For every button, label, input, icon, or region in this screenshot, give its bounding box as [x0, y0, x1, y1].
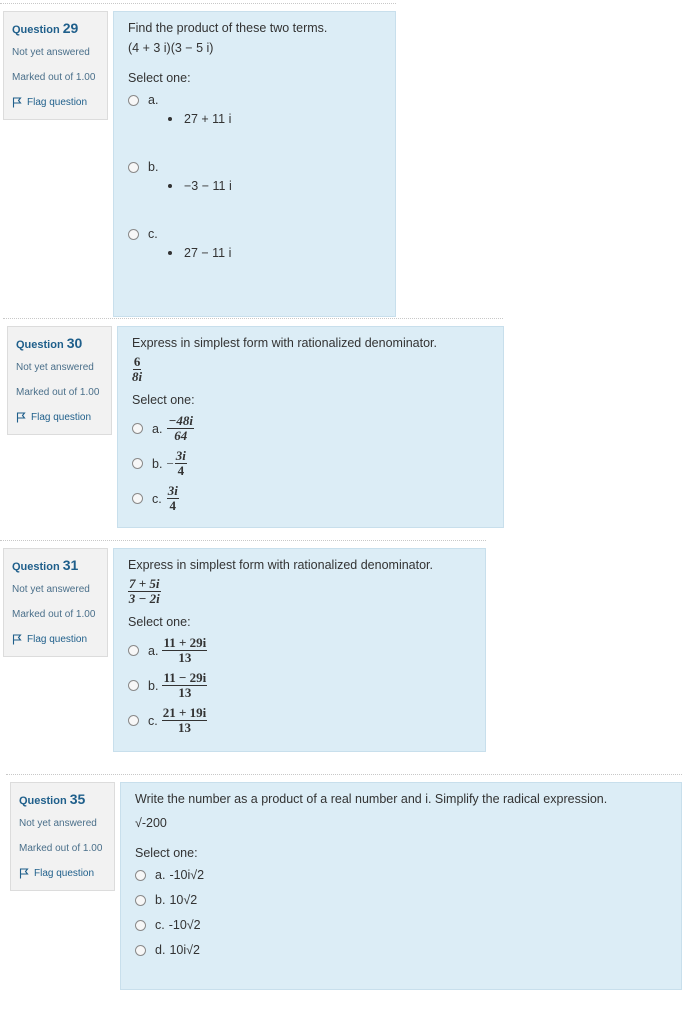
option-value: 10√2: [169, 893, 198, 907]
answer-option-d[interactable]: [135, 943, 681, 957]
fraction-numerator: 11 − 29i: [163, 670, 207, 685]
fraction-denominator: 13: [178, 685, 192, 700]
fraction-denominator: 13: [178, 720, 191, 735]
question-text: Express in simplest form with rationalized denominator.: [132, 336, 437, 350]
question-info-29: [3, 11, 108, 120]
question-marks: Marked out of 1.00: [19, 843, 103, 854]
flag-question-label: Flag question: [27, 634, 88, 645]
separator: [3, 318, 503, 319]
fraction-numerator: 3i: [175, 448, 186, 463]
answer-option-a[interactable]: [128, 93, 395, 126]
fraction: [167, 485, 179, 512]
option-value: 10i√2: [169, 943, 200, 957]
answer-option-c[interactable]: [128, 227, 395, 260]
radio-button[interactable]: [135, 870, 146, 881]
fraction: [162, 707, 208, 734]
radio-button[interactable]: [128, 715, 139, 726]
option-letter: c.: [148, 227, 158, 241]
option-letter: b.: [155, 893, 166, 907]
fraction-denominator: 4: [177, 463, 185, 478]
fraction-denominator: 64: [174, 428, 188, 443]
fraction: [132, 356, 142, 383]
option-letter: a.: [155, 868, 166, 882]
question-number-value: 35: [69, 791, 86, 807]
separator: [0, 540, 486, 541]
question-info-30: [7, 326, 112, 435]
answer-option-a[interactable]: [128, 637, 485, 664]
fraction-numerator: 21 + 19i: [162, 705, 207, 720]
question-label: Question: [12, 561, 60, 573]
option-letter: c.: [152, 491, 162, 506]
fraction: [167, 415, 194, 442]
question-content-31: [113, 548, 486, 752]
option-letter: a.: [152, 421, 163, 436]
flag-question-label: Flag question: [31, 412, 92, 423]
flag-question-link[interactable]: [12, 97, 107, 108]
separator: [0, 3, 396, 4]
fraction-numerator: 6: [133, 354, 141, 369]
fraction-denominator: 8i: [132, 369, 143, 384]
fraction-denominator: 13: [178, 650, 192, 665]
question-content-30: [117, 326, 504, 528]
radio-button[interactable]: [132, 458, 143, 469]
bullet-icon: [168, 184, 172, 188]
answer-option-b[interactable]: [135, 893, 681, 907]
radio-button[interactable]: [135, 945, 146, 956]
question-label: Question: [12, 24, 60, 36]
radio-button[interactable]: [135, 920, 146, 931]
fraction: [162, 637, 207, 664]
option-value: -10√2: [168, 918, 201, 932]
option-letter: b.: [148, 678, 159, 693]
select-one-label: Select one:: [128, 615, 191, 629]
radio-button[interactable]: [132, 423, 143, 434]
fraction: [128, 578, 161, 605]
answer-option-a[interactable]: [132, 415, 503, 442]
answer-option-b[interactable]: [132, 450, 503, 477]
fraction-denominator: 4: [169, 498, 177, 513]
separator: [6, 774, 682, 775]
option-value: -10i√2: [169, 868, 205, 882]
flag-question-link[interactable]: [19, 868, 114, 879]
option-letter: a.: [148, 643, 159, 658]
question-expression: [132, 356, 503, 383]
option-value: 27 − 11 i: [184, 246, 232, 260]
option-letter: b.: [148, 160, 159, 174]
answer-option-b[interactable]: [128, 672, 485, 699]
option-letter: b.: [152, 456, 163, 471]
answer-option-a[interactable]: [135, 868, 681, 882]
option-value: −3 − 11 i: [184, 179, 232, 193]
bullet-icon: [168, 251, 172, 255]
bullet-icon: [168, 117, 172, 121]
radio-button[interactable]: [128, 680, 139, 691]
question-content-35: [120, 782, 682, 990]
option-letter: c.: [155, 918, 165, 932]
question-label: Question: [16, 339, 64, 351]
fraction-numerator: 11 + 29i: [163, 635, 207, 650]
option-letter: a.: [148, 93, 159, 107]
question-content-29: [113, 11, 396, 317]
option-letter: d.: [155, 943, 166, 957]
question-state: Not yet answered: [19, 818, 97, 829]
question-label: Question: [19, 795, 67, 807]
answer-option-c[interactable]: [132, 485, 503, 512]
flag-question-link[interactable]: [16, 412, 111, 423]
radio-button[interactable]: [128, 645, 139, 656]
question-marks: Marked out of 1.00: [12, 609, 96, 620]
radio-button[interactable]: [132, 493, 143, 504]
question-expression: (4 + 3 i)(3 − 5 i): [128, 41, 214, 55]
flag-icon: [12, 97, 22, 108]
question-number-value: 29: [62, 20, 79, 36]
question-info-35: [10, 782, 115, 891]
question-number-value: 30: [66, 335, 83, 351]
flag-question-link[interactable]: [12, 634, 107, 645]
question-info-31: [3, 548, 108, 657]
flag-icon: [12, 634, 22, 645]
question-number: [19, 791, 114, 807]
option-sign: −: [166, 455, 174, 471]
fraction-numerator: −48i: [168, 413, 193, 428]
flag-question-label: Flag question: [27, 97, 88, 108]
answer-option-b[interactable]: [128, 160, 395, 193]
fraction: [162, 672, 207, 699]
question-text: Find the product of these two terms.: [128, 21, 328, 35]
answer-option-c[interactable]: [135, 918, 681, 932]
fraction: [175, 450, 187, 477]
select-one-label: Select one:: [128, 71, 191, 85]
question-text: Express in simplest form with rationalized denominator.: [128, 558, 433, 572]
flag-icon: [16, 412, 26, 423]
question-marks: Marked out of 1.00: [16, 387, 100, 398]
radio-button[interactable]: [128, 162, 139, 173]
question-state: Not yet answered: [12, 584, 90, 595]
question-text: Write the number as a product of a real number and i. Simplify the radical expression.: [135, 792, 608, 806]
question-marks: Marked out of 1.00: [12, 72, 96, 83]
radio-button[interactable]: [128, 229, 139, 240]
question-state: Not yet answered: [16, 362, 94, 373]
radio-button[interactable]: [135, 895, 146, 906]
question-number: [12, 20, 107, 36]
question-expression: √-200: [135, 816, 167, 830]
fraction-denominator: 3 − 2i: [128, 591, 160, 606]
select-one-label: Select one:: [135, 846, 198, 860]
question-number: [12, 557, 107, 573]
fraction-numerator: 7 + 5i: [129, 576, 160, 591]
select-one-label: Select one:: [132, 393, 195, 407]
option-value: 27 + 11 i: [184, 112, 232, 126]
flag-question-label: Flag question: [34, 868, 95, 879]
question-number: [16, 335, 111, 351]
fraction-numerator: 3i: [167, 483, 178, 498]
answer-option-c[interactable]: [128, 707, 485, 734]
radio-button[interactable]: [128, 95, 139, 106]
flag-icon: [19, 868, 29, 879]
question-number-value: 31: [62, 557, 79, 573]
question-state: Not yet answered: [12, 47, 90, 58]
option-letter: c.: [148, 713, 158, 728]
question-expression: [128, 578, 485, 605]
